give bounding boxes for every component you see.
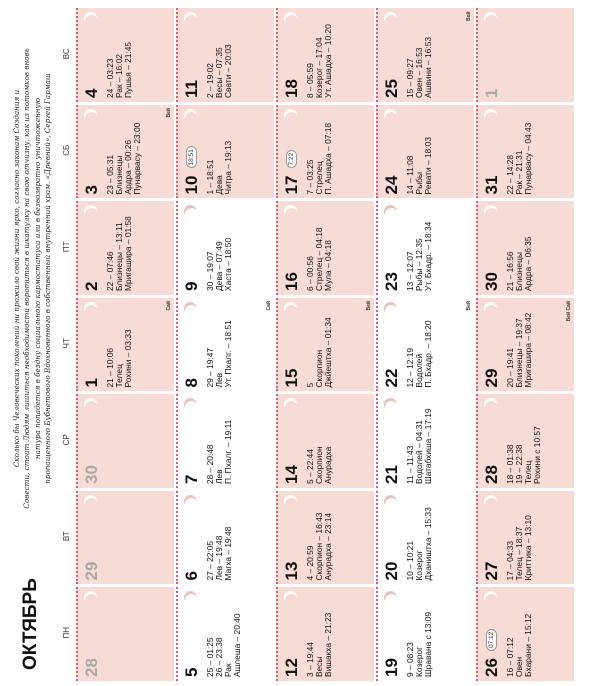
detail-line: Рохини – 03:33 — [123, 329, 133, 388]
day-number: 16 — [282, 272, 301, 291]
detail-line: Ардра – 06:35 — [523, 236, 533, 291]
day-cell — [476, 395, 574, 489]
detail-line: 12 – 12:19 — [405, 347, 415, 388]
day-number: 11 — [182, 80, 201, 98]
detail-line: 18 – 01:38 — [505, 444, 515, 484]
day-number: 14 — [282, 465, 301, 484]
detail-line: Телец — [114, 364, 124, 388]
day-cell — [76, 491, 174, 585]
detail-line: Телец — [523, 460, 533, 484]
detail-line: 7 – 03:25 — [305, 159, 315, 195]
detail-line: Ут. Пхалг. – 18:51 — [223, 320, 233, 388]
detail-line: 9 – 08:23 — [405, 642, 415, 677]
detail-line: Близнецы — [114, 155, 124, 195]
day-cell — [176, 105, 274, 199]
detail-line: Ут. Бхадр. – 18:34 — [423, 221, 433, 291]
day-number: 1 — [482, 88, 501, 98]
detail-line: Шравана с 13:09 — [423, 611, 433, 677]
day-number: 24 — [382, 175, 401, 195]
day-number: 26 — [482, 658, 501, 677]
moon-phase-icon — [485, 595, 498, 608]
epigraph-line: пропащенного Бубнетового Вдохновенного в собственный внутренний храм. «Древний», Сергей Гармаш — [43, 73, 53, 484]
day-details — [306, 446, 333, 484]
day-cell — [76, 298, 174, 392]
day-details — [406, 222, 433, 291]
detail-line: Магха – 19:48 — [223, 526, 233, 581]
detail-line: 5 — [305, 382, 315, 388]
detail-line: 3 – 19:44 — [305, 642, 315, 677]
day-cell — [176, 395, 274, 489]
detail-line: Пушья – 21:45 — [123, 41, 133, 98]
day-number: 7 — [182, 474, 201, 484]
day-details — [106, 216, 133, 291]
day-cell — [276, 588, 374, 682]
day-details — [506, 614, 533, 677]
day-tag: Сай — [266, 301, 272, 311]
detail-line: 23 – 05:31 — [105, 154, 115, 195]
day-cell — [376, 9, 474, 103]
detail-line: 27 – 22:05 — [205, 540, 215, 581]
detail-line: Дева – 07:49 — [214, 241, 224, 291]
moon-phase-icon — [85, 305, 98, 318]
day-details — [406, 137, 433, 195]
day-details — [206, 320, 233, 387]
moon-phase-icon — [385, 16, 398, 29]
detail-line: 8 – 05:59 — [305, 63, 315, 98]
day-cell — [476, 202, 574, 296]
moon-phase-icon — [485, 402, 498, 415]
day-number: 30 — [482, 272, 501, 291]
day-details — [206, 614, 242, 678]
day-details — [406, 507, 433, 580]
day-tag: Вей — [466, 11, 472, 21]
day-cell — [376, 588, 474, 682]
day-cell — [376, 395, 474, 489]
moon-phase-icon — [485, 112, 498, 125]
day-details — [506, 426, 542, 484]
moon-phase-icon — [185, 112, 198, 125]
day-cell — [376, 202, 474, 296]
detail-line: Близнецы – 19:37 — [514, 318, 524, 388]
moon-phase-icon — [185, 16, 198, 29]
day-number: 2 — [82, 281, 101, 291]
detail-line: Скорпион – 16:43 — [314, 512, 324, 581]
detail-line: 21 – 10:06 — [105, 347, 115, 388]
day-cell — [276, 491, 374, 585]
day-number: 29 — [482, 368, 501, 388]
day-cell — [476, 105, 574, 199]
day-details — [306, 227, 333, 291]
day-number: 23 — [382, 272, 401, 291]
detail-line: 4 – 20:59 — [305, 545, 315, 581]
detail-line: Пунарвасу – 04:43 — [523, 122, 533, 195]
day-number: 28 — [82, 658, 101, 677]
detail-line: 30 – 19:07 — [205, 251, 215, 291]
detail-line: Мригашира – 01:58 — [123, 216, 133, 291]
detail-line: 10 – 10:21 — [405, 540, 415, 581]
moon-phase-icon — [385, 595, 398, 608]
detail-line: Близнецы – 13:11 — [114, 222, 124, 291]
moon-phase-icon — [285, 209, 298, 222]
day-number: 8 — [182, 378, 201, 388]
day-details — [506, 313, 533, 388]
day-cell — [76, 395, 174, 489]
detail-line: 15 – 09:27 — [405, 58, 415, 98]
detail-line: Овен — [514, 656, 524, 677]
day-number: 30 — [82, 465, 101, 484]
detail-line: Рохини с 10:57 — [532, 426, 542, 484]
moon-phase-icon — [485, 16, 498, 29]
detail-line: 16 – 07:12 — [505, 637, 515, 677]
moon-phase-icon — [285, 498, 298, 511]
day-cell — [176, 491, 274, 585]
detail-line: Мула – 04:18 — [323, 240, 333, 291]
detail-line: П. Бхадр. – 18:20 — [423, 320, 433, 388]
detail-line: 20 – 19:41 — [505, 347, 515, 388]
moon-phase-icon — [85, 595, 98, 608]
detail-line: П. Пхалг. – 19:11 — [223, 419, 233, 484]
moon-phase-icon — [185, 402, 198, 415]
day-cell — [76, 9, 174, 103]
day-details — [206, 527, 233, 581]
detail-line: 6 – 00:56 — [305, 256, 315, 291]
detail-line: Лев — [214, 372, 224, 388]
day-tag: Вей — [366, 301, 372, 311]
day-name: СР — [62, 434, 71, 446]
moon-phase-icon — [185, 305, 198, 318]
day-cell — [76, 105, 174, 199]
detail-line: Стрелец – 04:18 — [314, 227, 324, 291]
moon-phase-icon — [85, 402, 98, 415]
detail-line: Близнецы — [514, 252, 524, 291]
moon-phase-icon — [285, 305, 298, 318]
moon-phase-icon — [485, 498, 498, 511]
day-cell — [76, 202, 174, 296]
day-number: 27 — [482, 561, 501, 581]
day-name: ВС — [62, 48, 71, 60]
day-details — [306, 317, 333, 387]
moon-phase-icon — [85, 209, 98, 222]
detail-line: Рак – 16:02 — [114, 54, 124, 98]
day-cell — [176, 202, 274, 296]
day-details — [506, 515, 533, 580]
moon-phase-icon — [285, 112, 298, 125]
detail-line: 1 – 18:51 — [205, 159, 215, 195]
day-number: 21 — [382, 465, 401, 484]
detail-line: Рак – 21:31 — [514, 150, 524, 195]
day-details — [306, 24, 333, 98]
detail-line: Овен – 16:53 — [414, 47, 424, 98]
day-number: 20 — [382, 561, 401, 581]
day-number: 5 — [182, 667, 201, 677]
detail-line: Козерог — [414, 646, 424, 677]
moon-phase-icon — [485, 209, 498, 222]
day-details — [506, 123, 533, 195]
detail-line: Шатабхиша – 17:19 — [423, 408, 433, 484]
detail-line: 28 – 20:48 — [205, 444, 215, 484]
day-cell — [376, 491, 474, 585]
day-cell — [376, 105, 474, 199]
detail-line: 2 – 19:02 — [205, 63, 215, 98]
day-name: ПН — [62, 626, 71, 639]
detail-line: Бхарани – 15:12 — [523, 613, 533, 677]
detail-line: Рыбы — [414, 172, 424, 195]
detail-line: 5 – 22:44 — [305, 449, 315, 484]
detail-line: Анурадха — [323, 446, 333, 484]
day-details — [206, 238, 233, 291]
moon-phase-icon — [185, 209, 198, 222]
day-cell — [76, 588, 174, 682]
day-details — [406, 612, 433, 677]
day-number: 15 — [282, 368, 301, 388]
day-cell — [176, 9, 274, 103]
day-number: 9 — [182, 281, 201, 291]
detail-line: Вишакха – 21:23 — [323, 612, 333, 677]
detail-line: Рак — [223, 663, 233, 677]
day-details — [406, 408, 433, 484]
day-number: 1 — [82, 378, 101, 388]
moon-phase-icon — [285, 595, 298, 608]
detail-line: 22 – 07:46 — [105, 251, 115, 291]
day-cell — [476, 9, 574, 103]
detail-line: 22 – 14:28 — [505, 154, 515, 195]
detail-line: Водолей — [414, 353, 424, 388]
detail-line: 13 – 12:07 — [405, 251, 415, 291]
moon-phase-icon — [385, 402, 398, 415]
month-title: ОКТЯБРЬ — [20, 578, 41, 670]
detail-line: Скорпион — [314, 349, 324, 388]
day-name: ВТ — [62, 531, 71, 542]
day-details — [106, 123, 142, 195]
moon-phase-icon — [385, 498, 398, 511]
detail-line: Пунарвасу – 23:00 — [132, 122, 142, 195]
detail-line: Козерог — [414, 550, 424, 581]
detail-line: 29 – 19:47 — [205, 347, 215, 388]
epigraph-line: Сколько бы Человеческих поколений ни прожило свой жизни ярко, согласно законам Создания и — [12, 89, 21, 468]
day-cell — [276, 298, 374, 392]
detail-line: 25 – 01:25 — [205, 637, 215, 677]
day-details — [406, 320, 433, 387]
day-tag: Вей — [166, 108, 172, 118]
detail-line: 21 – 16:56 — [505, 251, 515, 291]
day-cell — [476, 298, 574, 392]
day-details — [106, 42, 133, 98]
moon-phase-icon — [385, 112, 398, 125]
day-cell — [376, 298, 474, 392]
detail-line: 17 – 04:33 — [505, 540, 515, 581]
moon-phase-icon — [385, 209, 398, 222]
detail-line: Читра – 19:13 — [223, 140, 233, 195]
detail-line: Мригашира – 08:42 — [523, 312, 533, 388]
day-number: 28 — [482, 465, 501, 484]
day-details — [206, 420, 233, 484]
detail-line: Анурадха – 23:14 — [323, 512, 333, 581]
day-cell — [276, 105, 374, 199]
detail-line: 26 – 23:38 — [214, 637, 224, 677]
detail-line: Ашлеша – 20:40 — [232, 613, 242, 677]
day-tag: Вей — [466, 301, 472, 311]
detail-line: 24 – 03:23 — [105, 58, 115, 98]
day-number: 17 — [282, 175, 301, 195]
day-cell — [276, 202, 374, 296]
detail-line: Лев – 19:48 — [214, 535, 224, 581]
day-number: 10 — [182, 175, 201, 195]
detail-line: Телец – 18:37 — [514, 526, 524, 581]
calendar-grid — [62, 5, 577, 681]
day-number: 3 — [82, 185, 101, 195]
day-cell — [276, 9, 374, 103]
detail-line: Ут. Ашадха – 10:20 — [323, 24, 333, 98]
day-number: 13 — [282, 561, 301, 581]
day-cell — [476, 491, 574, 585]
day-number: 19 — [382, 658, 401, 677]
detail-line: Ревати – 18:03 — [423, 137, 433, 195]
day-tag: Вей Сай — [566, 301, 572, 322]
detail-line: Ардра – 00:26 — [123, 139, 133, 195]
moon-phase-icon — [85, 112, 98, 125]
detail-line: Лев — [214, 469, 224, 484]
day-details — [306, 513, 333, 581]
day-number: 25 — [382, 79, 401, 98]
detail-line: Весы — [314, 656, 324, 677]
day-number: 22 — [382, 368, 401, 388]
detail-line: Козерог – 17:04 — [314, 37, 324, 98]
moon-phase-icon — [485, 305, 498, 318]
day-tag: Сай — [166, 301, 172, 311]
detail-line: Ашвини – 16:53 — [423, 36, 433, 98]
day-details — [406, 37, 433, 98]
day-name: ЧТ — [62, 338, 71, 349]
detail-line: Весы – 07:35 — [214, 47, 224, 98]
day-details — [106, 329, 133, 387]
detail-line: 19 – 22:38 — [514, 444, 524, 484]
detail-line: 11 – 11:43 — [405, 445, 415, 484]
moon-phase-icon — [85, 16, 98, 29]
day-cell — [276, 395, 374, 489]
day-cell — [476, 588, 574, 682]
detail-line: Криттика – 13:10 — [523, 515, 533, 581]
detail-line: Свати – 20:03 — [223, 44, 233, 98]
time-badge: 7:22 — [286, 150, 297, 169]
day-details — [206, 141, 233, 195]
detail-line: Рыбы – 12:35 — [414, 238, 424, 291]
detail-line: 14 – 11:08 — [405, 155, 415, 195]
detail-line: Скорпион — [314, 446, 324, 484]
epigraph — [12, 21, 54, 536]
moon-phase-icon — [185, 498, 198, 511]
day-name: СБ — [62, 144, 71, 156]
time-badge: 18:51 — [186, 146, 197, 168]
epigraph-line: натура попадется в бездну социального кармостатуса или в безвозвратно уничтоженную — [32, 97, 42, 460]
detail-line: П. Ашадха – 07:18 — [323, 122, 333, 195]
day-details — [506, 236, 533, 291]
day-number: 18 — [282, 79, 301, 98]
detail-line: Хаста – 18:50 — [223, 237, 233, 291]
epigraph-line: Совести, стоит Людям лишиться необходимости воротиться в шкатулку на свою отчизну, как из потомков вновь — [22, 48, 32, 509]
day-cell — [176, 588, 274, 682]
day-details — [306, 613, 333, 677]
detail-line: Водолей – 04:31 — [414, 420, 424, 484]
moon-phase-icon — [385, 305, 398, 318]
day-name: ПТ — [62, 241, 71, 253]
moon-phase-icon — [285, 16, 298, 29]
day-number: 31 — [482, 175, 501, 195]
moon-phase-icon — [85, 498, 98, 511]
day-details — [306, 123, 333, 195]
day-number: 6 — [182, 571, 201, 581]
detail-line: Стрелец — [314, 161, 324, 195]
moon-phase-icon — [185, 595, 198, 608]
day-details — [206, 44, 233, 98]
time-badge: 07:12 — [486, 629, 497, 651]
moon-phase-icon — [285, 402, 298, 415]
detail-line: Дхаништха – 15:33 — [423, 507, 433, 581]
day-number: 4 — [82, 88, 101, 98]
detail-line: Дева — [214, 175, 224, 195]
day-number: 29 — [82, 561, 101, 581]
day-number: 12 — [282, 658, 301, 677]
day-cell — [176, 298, 274, 392]
detail-line: Джйештха – 01:34 — [323, 317, 333, 388]
